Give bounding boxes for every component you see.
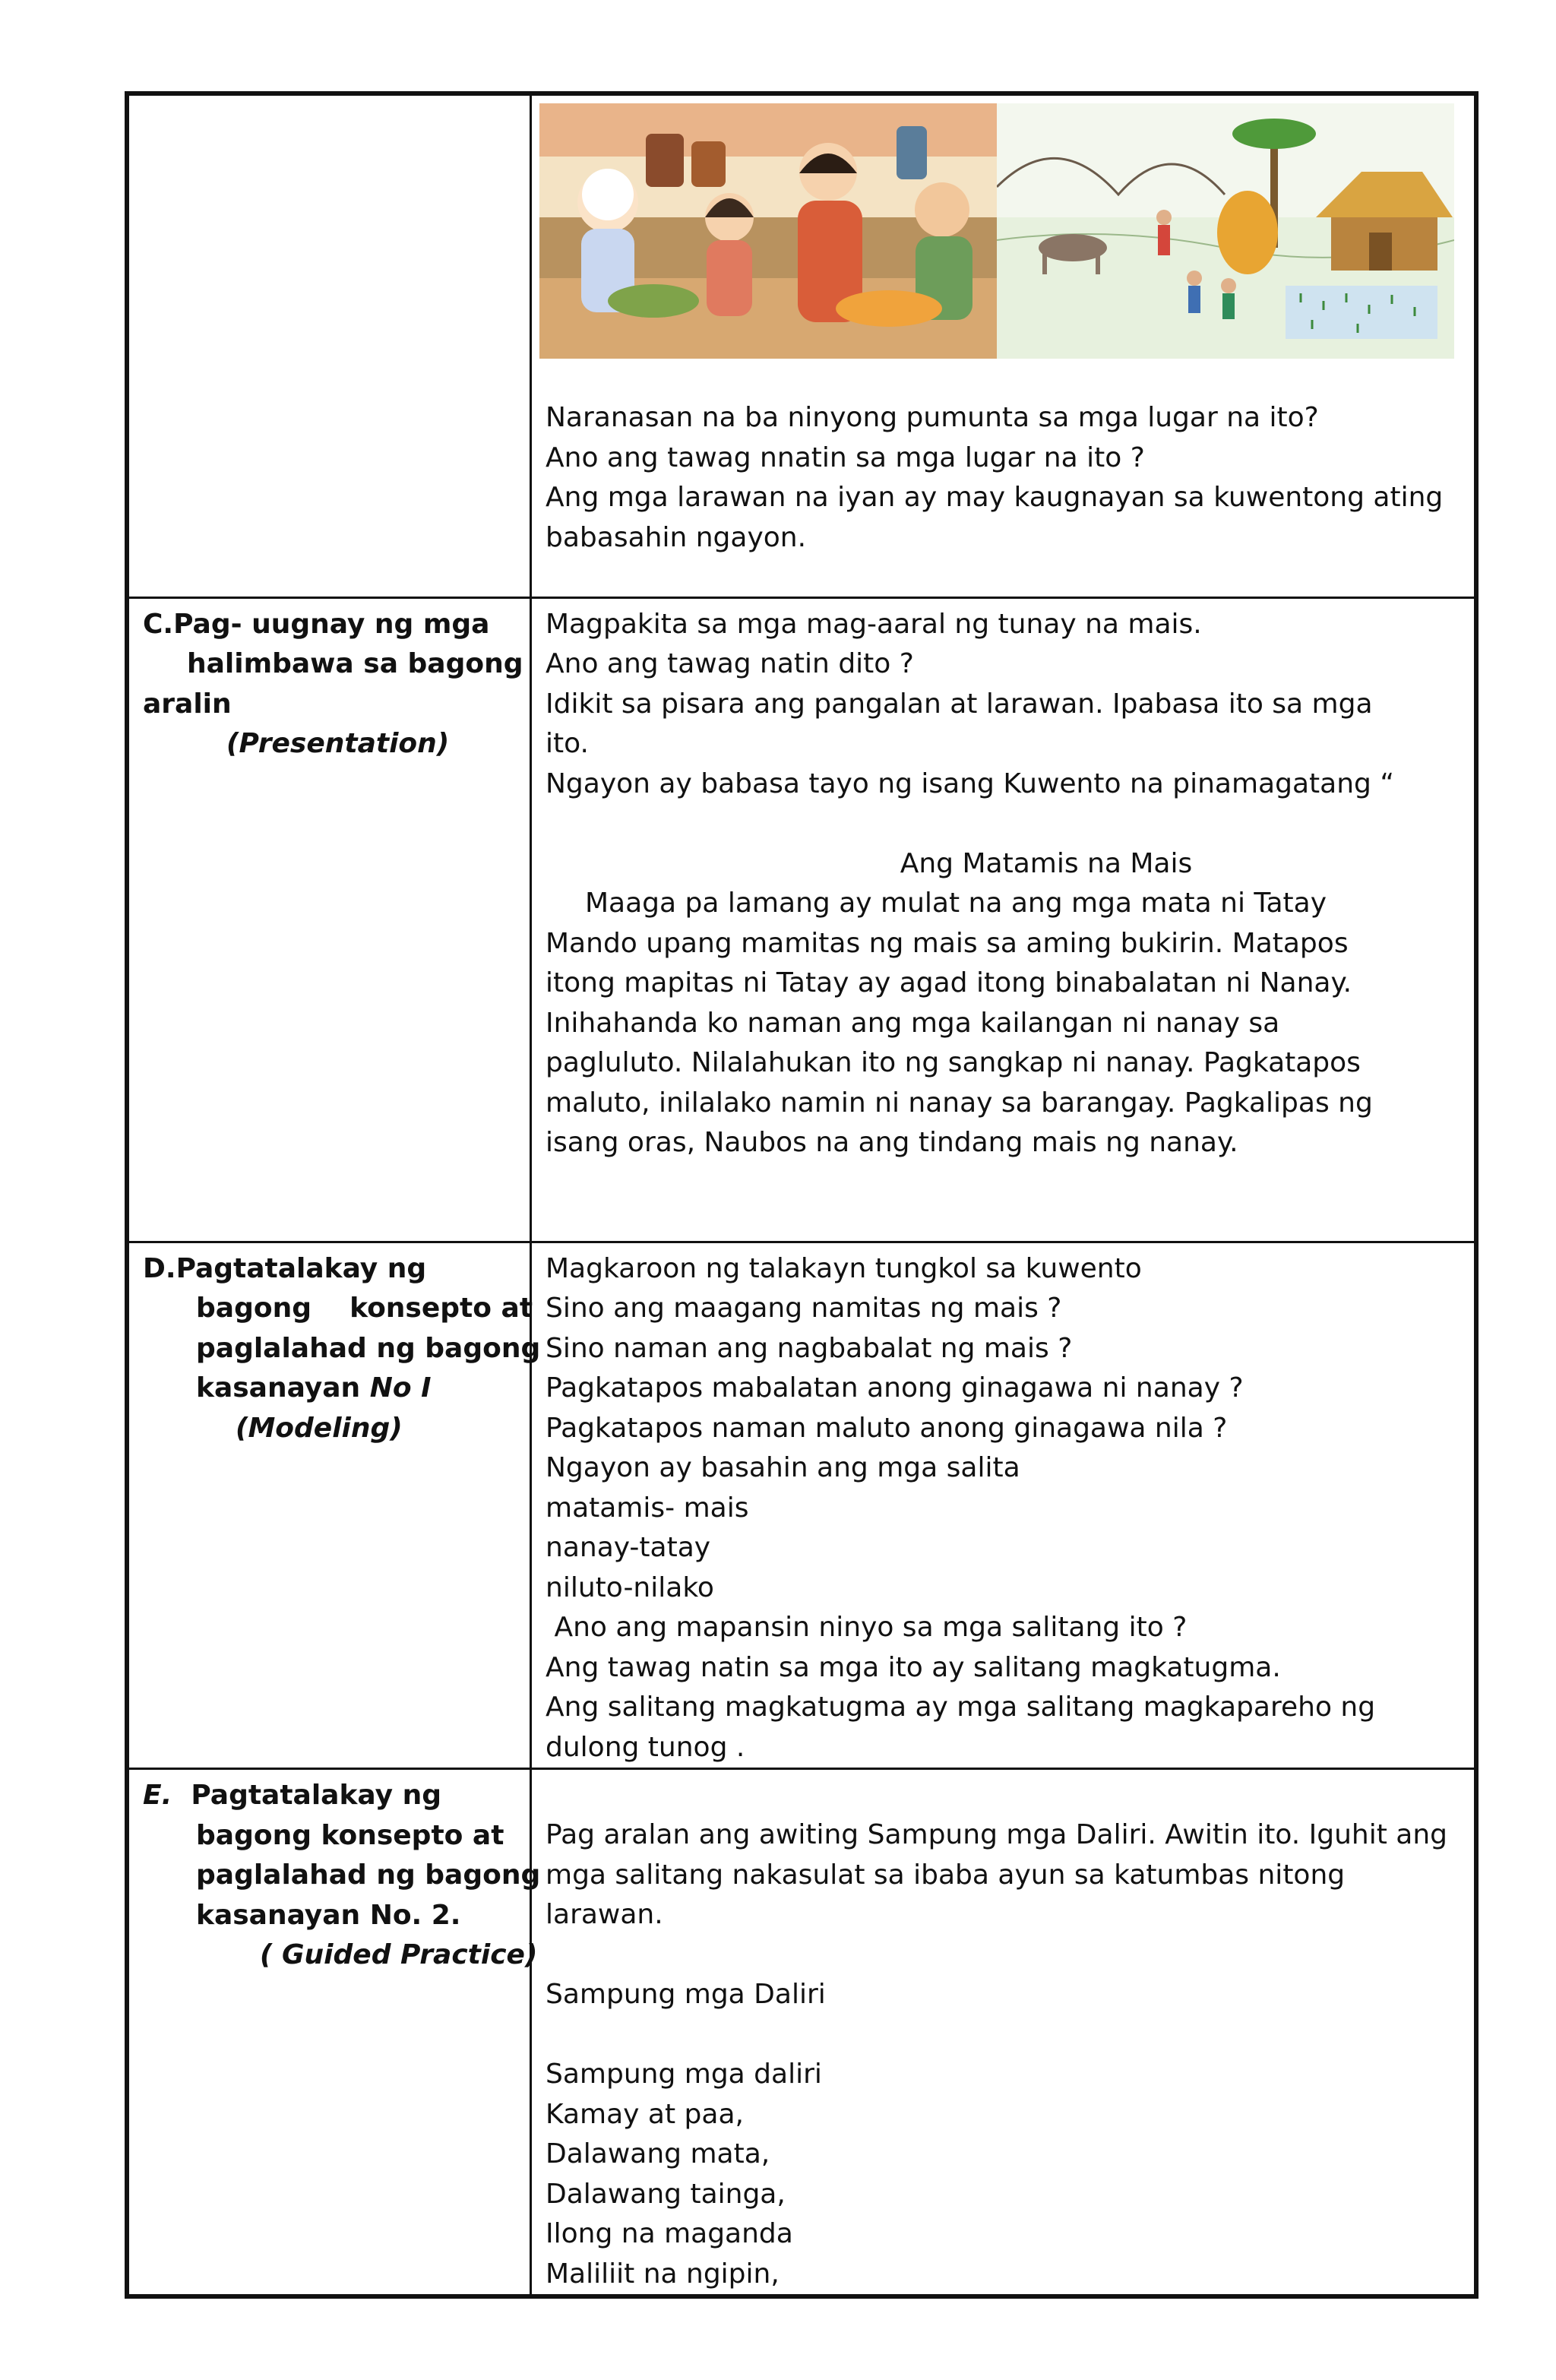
row-e-content-cell bbox=[531, 1769, 1477, 2297]
row-d-line: Ngayon ay basahin ang mga salita bbox=[546, 1452, 1020, 1483]
story-line: Maaga pa lamang ay mulat na ang mga mata ni Tatay bbox=[585, 888, 1327, 919]
row-e-label-cell bbox=[127, 1769, 541, 2297]
market-scene-image bbox=[539, 103, 997, 359]
row-d-label-number: No I bbox=[369, 1372, 432, 1404]
row-d-line: Ang tawag natin sa mga ito ay salitang magkatugma. bbox=[546, 1651, 1281, 1683]
story-line: Mando upang mamitas ng mais sa aming bukirin. Matapos bbox=[546, 927, 1349, 959]
row-e-line: mga salitang nakasulat sa ibaba ayun sa katumbas nitong bbox=[546, 1859, 1346, 1891]
song-line: Dalawang tainga, bbox=[546, 2178, 786, 2210]
row-c-letter: C. bbox=[143, 608, 174, 640]
row-c-line: Ngayon ay babasa tayo ng isang Kuwento na pinamagatang “ bbox=[546, 767, 1394, 799]
row-d-label-cell bbox=[127, 1242, 541, 1769]
row-b-label-cell bbox=[127, 93, 531, 597]
row-c-text bbox=[532, 599, 1474, 1163]
row-e-line: larawan. bbox=[546, 1899, 663, 1930]
row-d-line: Pagkatapos mabalatan anong ginagawa ni nanay ? bbox=[546, 1372, 1244, 1404]
row-b-line: Ano ang tawag nnatin sa mga lugar na ito ? bbox=[546, 442, 1145, 473]
row-e-label-line: kasanayan No. 2. bbox=[196, 1899, 461, 1931]
song-title: Sampung mga Daliri bbox=[546, 1979, 826, 2010]
row-c-label-cell bbox=[127, 597, 531, 1242]
story-line: maluto, inilalako namin ni nanay sa barangay. Pagkalipas ng bbox=[546, 1087, 1373, 1119]
row-d-line: Pagkatapos naman maluto anong ginagawa nila ? bbox=[546, 1412, 1228, 1444]
row-d-line: Sino naman ang nagbabalat ng mais ? bbox=[546, 1332, 1073, 1364]
row-c-line: Idikit sa pisara ang pangalan at larawan. Ipabasa ito sa mga bbox=[546, 688, 1373, 720]
row-d-label bbox=[129, 1243, 541, 1449]
row-c-label-line: Pag- uugnay ng mga bbox=[173, 608, 490, 640]
row-b-content-cell bbox=[531, 93, 1477, 597]
row-d-line: Sino ang maagang namitas ng mais ? bbox=[546, 1293, 1062, 1324]
row-d-label-line: bagong konsepto at bbox=[196, 1293, 533, 1324]
row-d bbox=[127, 1242, 1476, 1769]
song-line: Kamay at paa, bbox=[546, 2098, 744, 2130]
story-line: itong mapitas ni Tatay ay agad itong binabalatan ni Nanay. bbox=[546, 967, 1352, 999]
row-c-label-line: halimbawa sa bagong bbox=[187, 648, 523, 679]
market-scene-illustration bbox=[539, 103, 997, 359]
story-title: Ang Matamis na Mais bbox=[900, 847, 1193, 879]
row-e-text bbox=[532, 1770, 1474, 2294]
row-d-line: dulong tunog . bbox=[546, 1731, 745, 1763]
row-c-label-tag: (Presentation) bbox=[226, 728, 450, 759]
row-e-label-line: bagong konsepto at bbox=[196, 1819, 504, 1851]
row-e bbox=[127, 1769, 1476, 2297]
row-d-line: Magkaroon ng talakayn tungkol sa kuwento bbox=[546, 1252, 1142, 1284]
row-d-label-line: Pagtatalakay ng bbox=[176, 1252, 427, 1284]
row-b-line: Naranasan na ba ninyong pumunta sa mga lugar na ito? bbox=[546, 402, 1319, 433]
row-c-content-cell bbox=[531, 597, 1477, 1242]
row-d-text bbox=[532, 1243, 1474, 1768]
row-b bbox=[127, 93, 1476, 597]
row-c bbox=[127, 597, 1476, 1242]
song-line: Dalawang mata, bbox=[546, 2138, 770, 2170]
row-d-label-tag: (Modeling) bbox=[236, 1412, 403, 1444]
row-c-line: Ano ang tawag natin dito ? bbox=[546, 648, 914, 679]
row-e-line: Pag aralan ang awiting Sampung mga Daliri. Awitin ito. Iguhit ang bbox=[546, 1819, 1448, 1850]
song-line: Sampung mga daliri bbox=[546, 2059, 822, 2090]
row-d-line: niluto-nilako bbox=[546, 1571, 714, 1603]
story-line: isang oras, Naubos na ang tindang mais ng nanay. bbox=[546, 1127, 1238, 1158]
row-d-line: matamis- mais bbox=[546, 1492, 749, 1524]
row-d-label-line: kasanayan bbox=[196, 1372, 370, 1404]
story-line: Inihahanda ko naman ang mga kailangan ni nanay sa bbox=[546, 1007, 1280, 1039]
rice-farm-scene-illustration bbox=[997, 103, 1454, 359]
row-d-label-line: paglalahad ng bagong bbox=[196, 1332, 541, 1364]
row-d-letter: D. bbox=[143, 1252, 176, 1284]
row-e-label-line: Pagtatalakay ng bbox=[191, 1780, 442, 1811]
row-c-line: Magpakita sa mga mag-aaral ng tunay na mais. bbox=[546, 608, 1202, 640]
row-e-label-line: paglalahad ng bagong bbox=[196, 1859, 541, 1891]
row-b-line: babasahin ngayon. bbox=[546, 521, 807, 553]
farm-scene-image bbox=[997, 103, 1454, 359]
row-c-label-line: aralin bbox=[143, 688, 232, 720]
image-strip bbox=[532, 96, 1474, 359]
row-e-label-tag: ( Guided Practice) bbox=[260, 1939, 538, 1970]
row-d-line: Ano ang mapansin ninyo sa mga salitang ito ? bbox=[546, 1612, 1188, 1643]
row-d-line: Ang salitang magkatugma ay mga salitang magkapareho ng bbox=[546, 1692, 1376, 1723]
lesson-plan-table bbox=[125, 91, 1479, 2299]
song-line: Ilong na maganda bbox=[546, 2218, 793, 2249]
row-d-line: nanay-tatay bbox=[546, 1532, 711, 1563]
story-line: pagluluto. Nilalahukan ito ng sangkap ni nanay. Pagkatapos bbox=[546, 1047, 1361, 1078]
row-e-letter: E. bbox=[143, 1780, 172, 1811]
row-e-label bbox=[129, 1770, 541, 1976]
song-line: Maliliit na ngipin, bbox=[546, 2258, 780, 2290]
row-c-label bbox=[129, 599, 530, 764]
row-c-line: ito. bbox=[546, 728, 589, 759]
row-b-text bbox=[532, 359, 1474, 558]
row-d-content-cell bbox=[531, 1242, 1477, 1769]
row-b-line: Ang mga larawan na iyan ay may kaugnayan sa kuwentong ating bbox=[546, 482, 1444, 513]
